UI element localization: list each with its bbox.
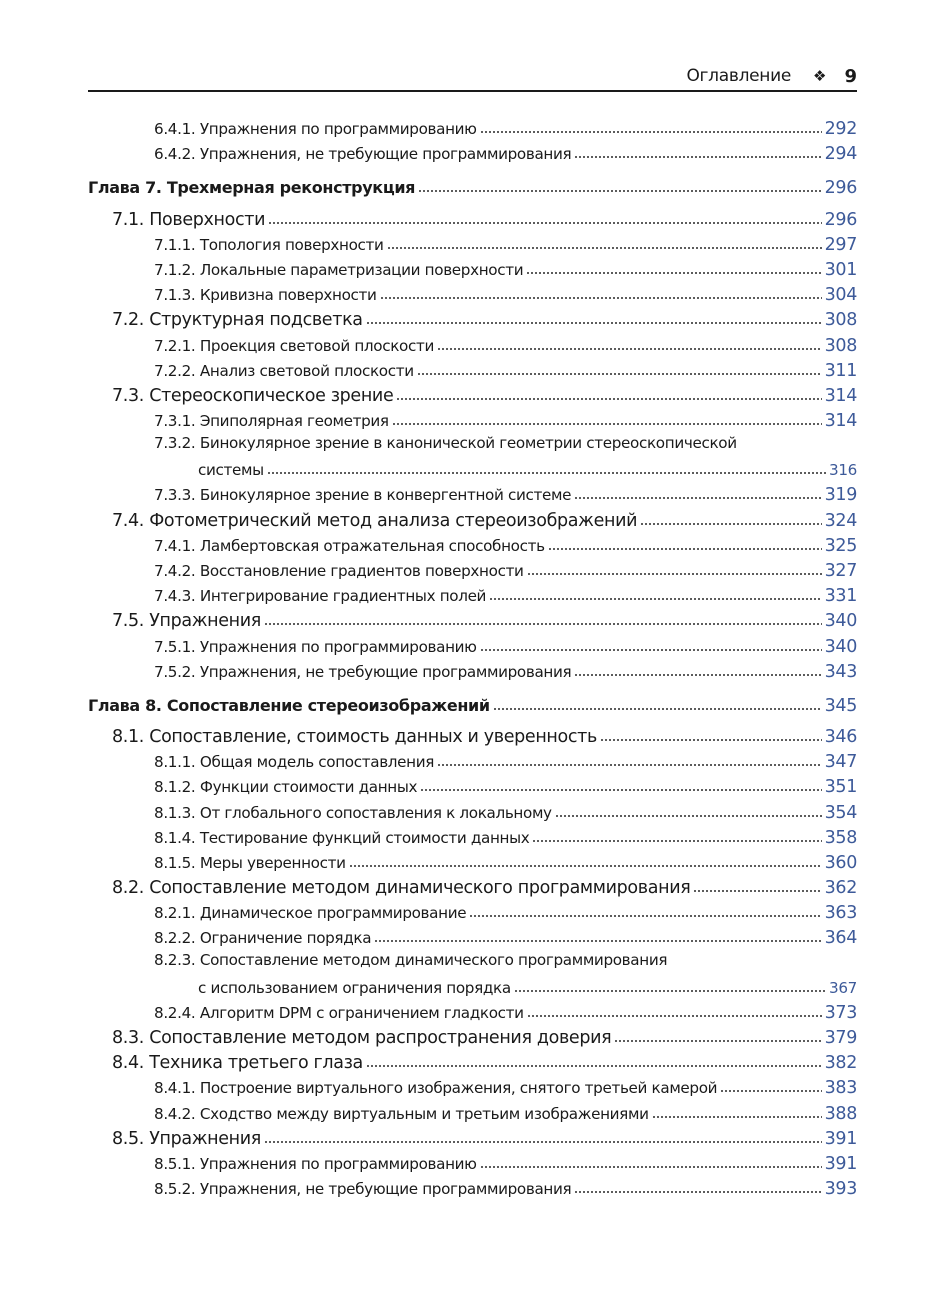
- entry-page: 297: [824, 234, 857, 255]
- toc-subsection-entry[interactable]: [88, 657, 857, 682]
- toc-section-entry[interactable]: [88, 1048, 857, 1073]
- toc-subsection-entry[interactable]: [88, 431, 857, 480]
- dot-leader: [366, 321, 822, 325]
- toc-subsection-entry[interactable]: [88, 1098, 857, 1123]
- entry-title: 7.1. Поверхности: [112, 209, 266, 230]
- toc-section-entry[interactable]: [88, 1124, 857, 1149]
- dot-leader: [555, 814, 822, 818]
- dot-leader: [366, 1064, 822, 1068]
- ornament-icon: ❖: [813, 67, 827, 85]
- entry-title: 8.2.3. Сопоставление методом динамического программирования: [154, 951, 668, 970]
- toc-subsection-entry[interactable]: [88, 480, 857, 505]
- entry-title: 7.2.2. Анализ световой плоскости: [154, 361, 414, 380]
- entry-page: 331: [824, 586, 857, 607]
- toc-subsection-entry[interactable]: [88, 998, 857, 1023]
- dot-leader: [420, 788, 821, 792]
- entry-page: 294: [824, 144, 857, 165]
- dot-leader: [652, 1115, 822, 1119]
- dot-leader: [417, 372, 822, 376]
- entry-title: 8.2.4. Алгоритм DPM с ограничением гладкости: [154, 1003, 524, 1022]
- entry-title: 8.1.4. Тестирование функций стоимости данных: [154, 828, 530, 847]
- dot-leader: [614, 1039, 821, 1043]
- toc-subsection-entry[interactable]: [88, 898, 857, 923]
- toc-subsection-entry[interactable]: [88, 581, 857, 606]
- entry-line: [88, 455, 857, 480]
- toc-subsection-entry[interactable]: [88, 531, 857, 556]
- entry-title: Глава 8. Сопоставление стереоизображений: [88, 695, 490, 715]
- entry-page: 382: [824, 1053, 857, 1074]
- entry-page: 292: [824, 119, 857, 140]
- entry-title: 6.4.2. Упражнения, не требующие программирования: [154, 145, 572, 164]
- header-title: Оглавление: [686, 66, 792, 86]
- toc-subsection-entry[interactable]: [88, 1073, 857, 1098]
- dot-leader: [514, 989, 826, 993]
- toc-subsection-entry[interactable]: [88, 948, 857, 997]
- entry-page: 340: [824, 636, 857, 657]
- entry-page: 304: [824, 285, 857, 306]
- entry-title: 7.4.3. Интегрирование градиентных полей: [154, 587, 487, 606]
- dot-leader: [640, 522, 821, 526]
- toc-section-entry[interactable]: [88, 722, 857, 747]
- dot-leader: [437, 763, 822, 767]
- dot-leader: [480, 130, 822, 134]
- entry-page: 316: [829, 461, 857, 480]
- toc-subsection-entry[interactable]: [88, 1174, 857, 1199]
- dot-leader: [469, 914, 821, 918]
- toc-subsection-entry[interactable]: [88, 1149, 857, 1174]
- entry-page: 301: [824, 259, 857, 280]
- entry-title: 8.1. Сопоставление, стоимость данных и уверенность: [112, 726, 597, 747]
- entry-title: 7.1.2. Локальные параметризации поверхности: [154, 260, 524, 279]
- entry-title: 8.2.1. Динамическое программирование: [154, 904, 467, 923]
- entry-page: 391: [824, 1128, 857, 1149]
- toc-subsection-entry[interactable]: [88, 923, 857, 948]
- entry-title: 8.1.2. Функции стоимости данных: [154, 778, 418, 797]
- toc-subsection-entry[interactable]: [88, 631, 857, 656]
- toc-subsection-entry[interactable]: [88, 139, 857, 164]
- dot-leader: [526, 271, 821, 275]
- toc-subsection-entry[interactable]: [88, 848, 857, 873]
- entry-title: 8.4. Техника третьего глаза: [112, 1053, 363, 1074]
- entry-page: 311: [824, 360, 857, 381]
- toc-subsection-entry[interactable]: [88, 747, 857, 772]
- entry-page: 393: [824, 1179, 857, 1200]
- entry-title: 8.2. Сопоставление методом динамического программирования: [112, 878, 691, 899]
- entry-title: 7.5. Упражнения: [112, 611, 261, 632]
- dot-leader: [527, 572, 822, 576]
- dot-leader: [574, 673, 821, 677]
- dot-leader: [527, 1014, 822, 1018]
- entry-page: 308: [824, 335, 857, 356]
- entry-title: 8.1.3. От глобального сопоставления к локальному: [154, 803, 552, 822]
- entry-title: 7.5.1. Упражнения по программированию: [154, 637, 477, 656]
- entry-page: 358: [824, 827, 857, 848]
- dot-leader: [548, 547, 822, 551]
- dot-leader: [268, 221, 822, 225]
- toc-subsection-entry[interactable]: [88, 356, 857, 381]
- entry-title: 7.1.1. Топология поверхности: [154, 235, 384, 254]
- dot-leader: [532, 839, 821, 843]
- entry-title: Глава 7. Трехмерная реконструкция: [88, 178, 416, 198]
- entry-title-continuation: с использованием ограничения порядка: [198, 978, 511, 997]
- toc-section-entry[interactable]: [88, 873, 857, 898]
- entry-title: 7.3. Стереоскопическое зрение: [112, 385, 394, 406]
- entry-page: 319: [824, 485, 857, 506]
- entry-page: 363: [824, 903, 857, 924]
- dot-leader: [418, 189, 822, 193]
- dot-leader: [267, 471, 826, 475]
- dot-leader: [396, 397, 821, 401]
- entry-page: 325: [824, 535, 857, 556]
- entry-page: 383: [824, 1078, 857, 1099]
- entry-page: 340: [824, 611, 857, 632]
- entry-page: 354: [824, 802, 857, 823]
- toc-chapter-entry[interactable]: [88, 172, 857, 198]
- dot-leader: [693, 889, 821, 893]
- toc-subsection-entry[interactable]: [88, 230, 857, 255]
- toc-subsection-entry[interactable]: [88, 406, 857, 431]
- toc-subsection-entry[interactable]: [88, 330, 857, 355]
- toc-section-entry[interactable]: [88, 505, 857, 530]
- entry-title: 8.5.1. Упражнения по программированию: [154, 1154, 477, 1173]
- toc-subsection-entry[interactable]: [88, 114, 857, 139]
- entry-title: 8.1.1. Общая модель сопоставления: [154, 753, 435, 772]
- dot-leader: [480, 1165, 822, 1169]
- entry-page: 296: [824, 209, 857, 230]
- entry-page: 345: [824, 695, 857, 716]
- dot-leader: [480, 648, 822, 652]
- entry-page: 296: [824, 178, 857, 199]
- entry-title: 7.3.1. Эпиполярная геометрия: [154, 412, 389, 431]
- dot-leader: [264, 1140, 822, 1144]
- entry-page: 314: [824, 385, 857, 406]
- toc-section-entry[interactable]: [88, 606, 857, 631]
- entry-title: 7.3.3. Бинокулярное зрение в конвергентной системе: [154, 486, 572, 505]
- entry-title: 7.4. Фотометрический метод анализа стереоизображений: [112, 510, 638, 531]
- entry-title: 8.1.5. Меры уверенности: [154, 853, 346, 872]
- entry-title: 7.1.3. Кривизна поверхности: [154, 286, 377, 305]
- entry-title: 7.4.2. Восстановление градиентов поверхности: [154, 562, 524, 580]
- toc-section-entry[interactable]: [88, 305, 857, 330]
- entry-title: 7.3.2. Бинокулярное зрение в канонической геометрии стереоскопической: [154, 434, 737, 453]
- entry-page: 314: [824, 411, 857, 432]
- table-of-contents: [88, 114, 857, 1199]
- entry-page: 351: [824, 777, 857, 798]
- entry-title: 8.3. Сопоставление методом распространения доверия: [112, 1028, 612, 1048]
- dot-leader: [574, 496, 822, 500]
- dot-leader: [574, 155, 821, 159]
- dot-leader: [720, 1089, 821, 1093]
- entry-title-continuation: системы: [198, 461, 264, 480]
- toc-subsection-entry[interactable]: [88, 823, 857, 848]
- entry-title: 7.5.2. Упражнения, не требующие программирования: [154, 662, 572, 681]
- entry-page: 364: [824, 928, 857, 949]
- entry-page: 343: [824, 661, 857, 682]
- entry-page: 379: [824, 1028, 857, 1048]
- entry-page: 373: [824, 1002, 857, 1023]
- entry-page: 388: [824, 1103, 857, 1124]
- dot-leader: [574, 1190, 821, 1194]
- dot-leader: [493, 707, 822, 711]
- entry-page: 347: [824, 752, 857, 773]
- entry-page: 362: [824, 878, 857, 899]
- toc-subsection-entry[interactable]: [88, 255, 857, 280]
- entry-page: 308: [824, 310, 857, 331]
- entry-title: 7.2.1. Проекция световой плоскости: [154, 336, 434, 355]
- toc-section-entry[interactable]: [88, 381, 857, 406]
- dot-leader: [392, 422, 822, 426]
- toc-subsection-entry[interactable]: [88, 556, 857, 581]
- toc-section-entry[interactable]: [88, 1023, 857, 1048]
- toc-subsection-entry[interactable]: [88, 797, 857, 822]
- toc-chapter-entry[interactable]: [88, 690, 857, 716]
- page-number: 9: [844, 65, 857, 87]
- entry-page: 391: [824, 1153, 857, 1174]
- entry-page: 324: [824, 510, 857, 531]
- entry-title: 8.5. Упражнения: [112, 1128, 261, 1149]
- entry-title: 8.4.2. Сходство между виртуальным и третьим изображениями: [154, 1104, 649, 1123]
- entry-title: 8.4.1. Построение виртуального изображения, снятого третьей камерой: [154, 1079, 718, 1098]
- dot-leader: [600, 738, 822, 742]
- dot-leader: [437, 347, 822, 351]
- running-header: [88, 62, 857, 92]
- dot-leader: [387, 246, 822, 250]
- dot-leader: [380, 296, 822, 300]
- entry-title: 7.4.1. Ламбертовская отражательная способность: [154, 536, 545, 555]
- entry-title: 8.2.2. Ограничение порядка: [154, 929, 372, 948]
- toc-section-entry[interactable]: [88, 204, 857, 229]
- entry-title: 7.2. Структурная подсветка: [112, 310, 363, 331]
- entry-page: 327: [824, 561, 857, 581]
- entry-page: 367: [829, 978, 857, 997]
- dot-leader: [349, 864, 822, 868]
- entry-title: 6.4.1. Упражнения по программированию: [154, 120, 477, 139]
- entry-page: 346: [824, 726, 857, 747]
- dot-leader: [264, 622, 822, 626]
- toc-subsection-entry[interactable]: [88, 772, 857, 797]
- entry-line: [88, 972, 857, 997]
- entry-title: 8.5.2. Упражнения, не требующие программирования: [154, 1180, 572, 1199]
- toc-subsection-entry[interactable]: [88, 280, 857, 305]
- dot-leader: [374, 939, 821, 943]
- dot-leader: [489, 597, 822, 601]
- entry-page: 360: [824, 852, 857, 873]
